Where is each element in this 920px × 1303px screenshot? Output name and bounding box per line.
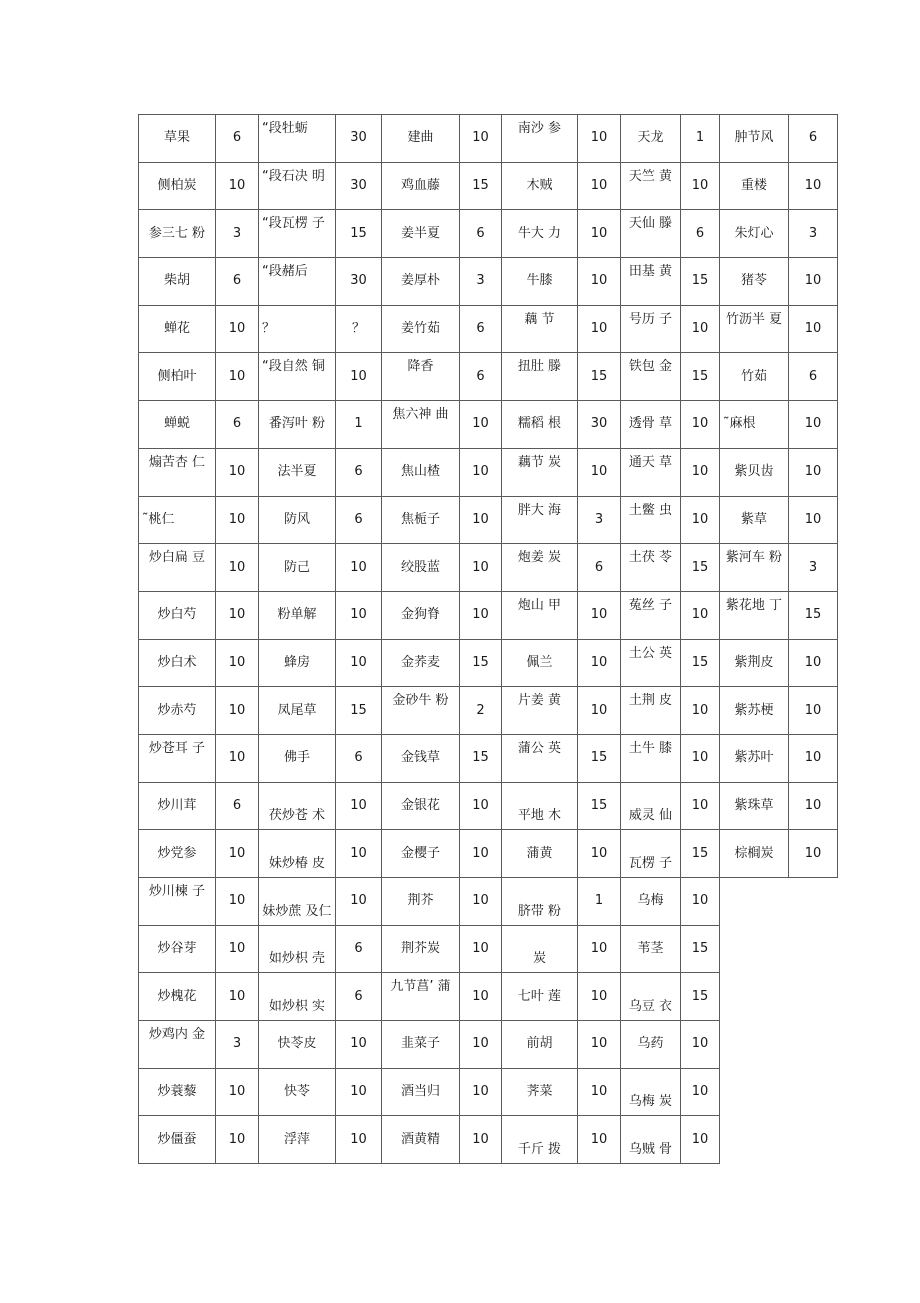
dosage-cell: 15	[789, 591, 838, 639]
dosage-cell: 15	[681, 973, 720, 1021]
herb-name-cell: 紫贝齿	[720, 448, 789, 496]
herb-name-cell: 重楼	[720, 162, 789, 210]
herb-name-cell: 降香	[382, 353, 460, 401]
dosage-cell: 6	[336, 734, 382, 782]
herb-name-cell: 千斤 拨	[502, 1116, 578, 1164]
herb-name-cell: 浮萍	[259, 1116, 336, 1164]
herb-name-cell: 佩兰	[502, 639, 578, 687]
dosage-cell: 10	[460, 448, 502, 496]
dosage-cell: 10	[681, 782, 720, 830]
dosage-cell: 6	[789, 115, 838, 163]
herb-name-cell: 茯炒苍 术	[259, 782, 336, 830]
dosage-cell: 10	[578, 305, 621, 353]
herb-name-cell: 炒僵蚕	[139, 1116, 216, 1164]
table-row	[139, 544, 838, 592]
dosage-cell: 10	[681, 305, 720, 353]
dosage-cell: 6	[681, 210, 720, 258]
herb-name-cell: 焦山楂	[382, 448, 460, 496]
dosage-cell: 3	[578, 496, 621, 544]
blank-cell	[720, 1116, 789, 1164]
table-row	[139, 115, 838, 163]
herb-name-cell: “段自然 铜	[259, 353, 336, 401]
dosage-cell: 10	[216, 734, 259, 782]
herb-name-cell: 土牛 膝	[621, 734, 681, 782]
herb-name-cell: 前胡	[502, 1021, 578, 1069]
dosage-cell: 10	[681, 591, 720, 639]
dosage-cell: 10	[460, 115, 502, 163]
herb-name-cell: 防己	[259, 544, 336, 592]
table-row	[139, 591, 838, 639]
dosage-cell: 10	[216, 1116, 259, 1164]
table-row	[139, 734, 838, 782]
dosage-cell: 10	[789, 782, 838, 830]
herb-name-cell: 侧柏叶	[139, 353, 216, 401]
dosage-cell: 10	[216, 687, 259, 735]
dosage-cell: 1	[681, 115, 720, 163]
dosage-cell: 6	[460, 305, 502, 353]
table-row	[139, 496, 838, 544]
herb-name-cell: 通天 草	[621, 448, 681, 496]
table-row	[139, 210, 838, 258]
herb-name-cell: 炮山 甲	[502, 591, 578, 639]
herb-name-cell: 木贼	[502, 162, 578, 210]
dosage-cell: 1	[336, 401, 382, 449]
herb-name-cell: 炒白扁 豆	[139, 544, 216, 592]
dosage-cell: 6	[216, 258, 259, 306]
herb-name-cell: 糯稻 根	[502, 401, 578, 449]
dosage-cell: 10	[216, 544, 259, 592]
herb-name-cell: 番泻叶 粉	[259, 401, 336, 449]
herb-name-cell: 炒赤芍	[139, 687, 216, 735]
dosage-cell: 10	[336, 353, 382, 401]
dosage-cell: 10	[578, 1116, 621, 1164]
dosage-cell: 10	[789, 162, 838, 210]
dosage-cell: 6	[578, 544, 621, 592]
herb-name-cell: 天竺 黄	[621, 162, 681, 210]
dosage-cell: 15	[681, 925, 720, 973]
herb-name-cell: 蒲公 英	[502, 734, 578, 782]
dosage-cell: 6	[216, 401, 259, 449]
herb-name-cell: 牛大 力	[502, 210, 578, 258]
herb-name-cell: 棕榈炭	[720, 830, 789, 878]
table-row	[139, 925, 838, 973]
dosage-cell: 3	[216, 1021, 259, 1069]
herb-name-cell: 酒当归	[382, 1068, 460, 1116]
herb-name-cell: 威灵 仙	[621, 782, 681, 830]
herb-name-cell: 绞股蓝	[382, 544, 460, 592]
table-row	[139, 1021, 838, 1069]
blank-cell	[720, 878, 789, 926]
table-body	[139, 115, 838, 1164]
dosage-cell: 6	[460, 210, 502, 258]
herb-name-cell: 参三七 粉	[139, 210, 216, 258]
herb-name-cell: 炭	[502, 925, 578, 973]
table-row	[139, 687, 838, 735]
blank-cell	[789, 973, 838, 1021]
herb-name-cell: 土公 英	[621, 639, 681, 687]
herb-name-cell: 蜂房	[259, 639, 336, 687]
dosage-cell: 3	[789, 210, 838, 258]
herb-name-cell: 荠菜	[502, 1068, 578, 1116]
herb-name-cell: “段石决 明	[259, 162, 336, 210]
dosage-cell: 15	[578, 353, 621, 401]
herb-name-cell: ？	[259, 305, 336, 353]
dosage-cell: 10	[336, 544, 382, 592]
dosage-cell: 10	[681, 734, 720, 782]
dosage-cell: 15	[681, 544, 720, 592]
table-row	[139, 782, 838, 830]
dosage-cell: 6	[336, 448, 382, 496]
herb-name-cell: 牛膝	[502, 258, 578, 306]
dosage-cell: 10	[216, 496, 259, 544]
herb-name-cell: 炮姜 炭	[502, 544, 578, 592]
dosage-cell: 10	[336, 830, 382, 878]
herb-name-cell: 瓦楞 子	[621, 830, 681, 878]
dosage-cell: 10	[460, 925, 502, 973]
dosage-cell: 10	[460, 878, 502, 926]
dosage-cell: 10	[460, 544, 502, 592]
herb-name-cell: 侧柏炭	[139, 162, 216, 210]
herb-name-cell: “段赭后	[259, 258, 336, 306]
herb-name-cell: 金狗脊	[382, 591, 460, 639]
herb-dosage-table	[138, 114, 838, 1164]
dosage-cell: 10	[681, 1021, 720, 1069]
herb-name-cell: 金银花	[382, 782, 460, 830]
dosage-cell: 10	[336, 782, 382, 830]
dosage-cell: 10	[789, 401, 838, 449]
dosage-cell: 10	[578, 1068, 621, 1116]
dosage-cell: 10	[460, 401, 502, 449]
dosage-cell: 15	[681, 258, 720, 306]
herb-name-cell: 土鳖 虫	[621, 496, 681, 544]
herb-name-cell: 乌药	[621, 1021, 681, 1069]
dosage-cell: 10	[681, 1116, 720, 1164]
dosage-cell: 10	[789, 305, 838, 353]
herb-name-cell: 姜竹茹	[382, 305, 460, 353]
blank-cell	[789, 1021, 838, 1069]
table-row	[139, 1116, 838, 1164]
herb-name-cell: 平地 木	[502, 782, 578, 830]
dosage-cell: 10	[681, 878, 720, 926]
herb-name-cell: 快苓	[259, 1068, 336, 1116]
dosage-cell: 15	[336, 210, 382, 258]
dosage-cell: 10	[789, 448, 838, 496]
dosage-cell: 10	[336, 591, 382, 639]
herb-name-cell: 紫苏叶	[720, 734, 789, 782]
dosage-cell: 10	[681, 1068, 720, 1116]
herb-name-cell: 紫珠草	[720, 782, 789, 830]
herb-name-cell: 焦六神 曲	[382, 401, 460, 449]
herb-name-cell: 金荞麦	[382, 639, 460, 687]
dosage-cell: 10	[216, 973, 259, 1021]
dosage-cell: 10	[681, 162, 720, 210]
table-row	[139, 878, 838, 926]
herb-name-cell: 紫苏梗	[720, 687, 789, 735]
table-row	[139, 830, 838, 878]
herb-name-cell: 柴胡	[139, 258, 216, 306]
dosage-cell: 10	[789, 687, 838, 735]
dosage-cell: 10	[460, 830, 502, 878]
herb-name-cell: 建曲	[382, 115, 460, 163]
dosage-cell: 6	[336, 973, 382, 1021]
dosage-cell: 15	[578, 734, 621, 782]
herb-name-cell: 紫草	[720, 496, 789, 544]
herb-name-cell: 竹茹	[720, 353, 789, 401]
dosage-cell: 10	[578, 115, 621, 163]
herb-name-cell: 凤尾草	[259, 687, 336, 735]
dosage-cell: 15	[578, 782, 621, 830]
dosage-cell: 10	[681, 401, 720, 449]
herb-name-cell: 胖大 海	[502, 496, 578, 544]
dosage-cell: 10	[216, 1068, 259, 1116]
herb-name-cell: 乌梅 炭	[621, 1068, 681, 1116]
herb-name-cell: 粉单解	[259, 591, 336, 639]
dosage-cell: 1	[578, 878, 621, 926]
dosage-cell: 10	[681, 687, 720, 735]
dosage-cell: 10	[789, 830, 838, 878]
dosage-cell: 10	[336, 1068, 382, 1116]
herb-name-cell: 炒蓑藜	[139, 1068, 216, 1116]
dosage-cell: 10	[216, 925, 259, 973]
dosage-cell: 10	[216, 305, 259, 353]
herb-name-cell: 号历 子	[621, 305, 681, 353]
dosage-cell: 3	[460, 258, 502, 306]
herb-name-cell: 蝉蜕	[139, 401, 216, 449]
dosage-cell: 30	[336, 162, 382, 210]
herb-name-cell: 天仙 滕	[621, 210, 681, 258]
dosage-cell: 30	[578, 401, 621, 449]
blank-cell	[789, 925, 838, 973]
dosage-cell: 10	[336, 878, 382, 926]
herb-name-cell: 藕 节	[502, 305, 578, 353]
herb-name-cell: 九节菖’ 蒲	[382, 973, 460, 1021]
dosage-cell: 10	[578, 210, 621, 258]
dosage-cell: 15	[460, 639, 502, 687]
herb-name-cell: “段瓦楞 子	[259, 210, 336, 258]
dosage-cell: 10	[681, 496, 720, 544]
dosage-cell: 30	[336, 115, 382, 163]
herb-name-cell: 防风	[259, 496, 336, 544]
herb-name-cell: 炒白术	[139, 639, 216, 687]
dosage-cell: 10	[578, 591, 621, 639]
herb-name-cell: 土茯 苓	[621, 544, 681, 592]
herb-name-cell: 紫河车 粉	[720, 544, 789, 592]
blank-cell	[789, 878, 838, 926]
dosage-cell: 2	[460, 687, 502, 735]
dosage-cell: 6	[336, 925, 382, 973]
dosage-cell: 10	[681, 448, 720, 496]
dosage-cell: 10	[460, 496, 502, 544]
dosage-cell: 15	[681, 353, 720, 401]
dosage-cell: ？	[336, 305, 382, 353]
table-row	[139, 162, 838, 210]
herb-name-cell: 土荆 皮	[621, 687, 681, 735]
herb-name-cell: 煽苦杏 仁	[139, 448, 216, 496]
herb-name-cell: 炒苍耳 子	[139, 734, 216, 782]
blank-cell	[720, 1021, 789, 1069]
dosage-cell: 10	[336, 1021, 382, 1069]
herb-name-cell: 蝉花	[139, 305, 216, 353]
dosage-cell: 10	[460, 973, 502, 1021]
herb-name-cell: 炒槐花	[139, 973, 216, 1021]
table-row	[139, 639, 838, 687]
dosage-cell: 10	[460, 1068, 502, 1116]
herb-name-cell: 脐带 粉	[502, 878, 578, 926]
herb-name-cell: 炒川楝 子	[139, 878, 216, 926]
herb-name-cell: 透骨 草	[621, 401, 681, 449]
herb-name-cell: 七叶 莲	[502, 973, 578, 1021]
herb-name-cell: 乌梅	[621, 878, 681, 926]
herb-name-cell: 金钱草	[382, 734, 460, 782]
blank-cell	[720, 1068, 789, 1116]
dosage-cell: 10	[578, 687, 621, 735]
table-row	[139, 448, 838, 496]
herb-name-cell: 鸡血藤	[382, 162, 460, 210]
herb-name-cell: 紫荆皮	[720, 639, 789, 687]
dosage-cell: 6	[789, 353, 838, 401]
herb-name-cell: 金砂牛 粉	[382, 687, 460, 735]
blank-cell	[720, 925, 789, 973]
herb-name-cell: 铁包 金	[621, 353, 681, 401]
dosage-cell: 10	[216, 639, 259, 687]
herb-name-cell: 蒲黄	[502, 830, 578, 878]
herb-name-cell: 乌贼 骨	[621, 1116, 681, 1164]
herb-name-cell: “段牡蛎	[259, 115, 336, 163]
herb-name-cell: 炒谷芽	[139, 925, 216, 973]
herb-name-cell: 炒白芍	[139, 591, 216, 639]
herb-name-cell: 田基 黄	[621, 258, 681, 306]
herb-name-cell: ˜桃仁	[139, 496, 216, 544]
dosage-cell: 10	[578, 925, 621, 973]
herb-name-cell: 肿节风	[720, 115, 789, 163]
table-row	[139, 353, 838, 401]
dosage-cell: 10	[460, 1021, 502, 1069]
dosage-cell: 15	[336, 687, 382, 735]
dosage-cell: 10	[336, 639, 382, 687]
dosage-cell: 10	[578, 1021, 621, 1069]
dosage-cell: 10	[216, 448, 259, 496]
dosage-cell: 15	[460, 734, 502, 782]
herb-name-cell: 草果	[139, 115, 216, 163]
herb-name-cell: 菟丝 子	[621, 591, 681, 639]
dosage-cell: 15	[681, 830, 720, 878]
dosage-cell: 10	[578, 258, 621, 306]
herb-name-cell: 佛手	[259, 734, 336, 782]
dosage-cell: 10	[460, 782, 502, 830]
herb-name-cell: 南沙 参	[502, 115, 578, 163]
dosage-cell: 15	[681, 639, 720, 687]
herb-name-cell: 如炒枳 实	[259, 973, 336, 1021]
table-row	[139, 1068, 838, 1116]
herb-name-cell: 朱灯心	[720, 210, 789, 258]
herb-name-cell: 紫花地 丁	[720, 591, 789, 639]
dosage-cell: 10	[578, 830, 621, 878]
dosage-cell: 6	[460, 353, 502, 401]
herb-name-cell: 荆芥	[382, 878, 460, 926]
herb-name-cell: 金樱子	[382, 830, 460, 878]
table-row	[139, 401, 838, 449]
dosage-cell: 10	[460, 591, 502, 639]
herb-name-cell: 炒鸡内 金	[139, 1021, 216, 1069]
dosage-cell: 10	[578, 973, 621, 1021]
dosage-cell: 6	[216, 115, 259, 163]
dosage-cell: 10	[336, 1116, 382, 1164]
blank-cell	[720, 973, 789, 1021]
herb-name-cell: 天龙	[621, 115, 681, 163]
herb-name-cell: 如炒枳 壳	[259, 925, 336, 973]
dosage-cell: 10	[789, 258, 838, 306]
dosage-cell: 10	[216, 878, 259, 926]
herb-name-cell: 快苓皮	[259, 1021, 336, 1069]
herb-name-cell: 法半夏	[259, 448, 336, 496]
table-row	[139, 258, 838, 306]
herb-name-cell: 扭肚 滕	[502, 353, 578, 401]
table-row	[139, 973, 838, 1021]
herb-name-cell: 炒川茸	[139, 782, 216, 830]
dosage-cell: 15	[460, 162, 502, 210]
dosage-cell: 10	[578, 448, 621, 496]
dosage-cell: 10	[578, 639, 621, 687]
herb-name-cell: 乌豆 衣	[621, 973, 681, 1021]
herb-name-cell: 炒党参	[139, 830, 216, 878]
dosage-cell: 3	[789, 544, 838, 592]
dosage-cell: 30	[336, 258, 382, 306]
dosage-cell: 10	[216, 353, 259, 401]
table-row	[139, 305, 838, 353]
herb-name-cell: 苇茎	[621, 925, 681, 973]
blank-cell	[789, 1068, 838, 1116]
dosage-cell: 10	[216, 591, 259, 639]
dosage-cell: 10	[789, 496, 838, 544]
dosage-cell: 10	[789, 639, 838, 687]
herb-name-cell: 藕节 炭	[502, 448, 578, 496]
herb-name-cell: 姜半夏	[382, 210, 460, 258]
dosage-cell: 6	[336, 496, 382, 544]
herb-name-cell: 妹炒椿 皮	[259, 830, 336, 878]
dosage-cell: 10	[789, 734, 838, 782]
herb-name-cell: 妹炒蔗 及仁	[259, 878, 336, 926]
herb-name-cell: 焦栀子	[382, 496, 460, 544]
herb-name-cell: 竹沥半 夏	[720, 305, 789, 353]
herb-name-cell: 韭菜子	[382, 1021, 460, 1069]
dosage-cell: 6	[216, 782, 259, 830]
dosage-cell: 10	[460, 1116, 502, 1164]
blank-cell	[789, 1116, 838, 1164]
herb-name-cell: 片姜 黄	[502, 687, 578, 735]
herb-name-cell: 酒黄精	[382, 1116, 460, 1164]
herb-name-cell: 姜厚朴	[382, 258, 460, 306]
herb-name-cell: 猪苓	[720, 258, 789, 306]
herb-name-cell: ˜麻根	[720, 401, 789, 449]
dosage-cell: 10	[216, 162, 259, 210]
herb-name-cell: 荆芥炭	[382, 925, 460, 973]
dosage-cell: 10	[578, 162, 621, 210]
dosage-cell: 3	[216, 210, 259, 258]
dosage-cell: 10	[216, 830, 259, 878]
